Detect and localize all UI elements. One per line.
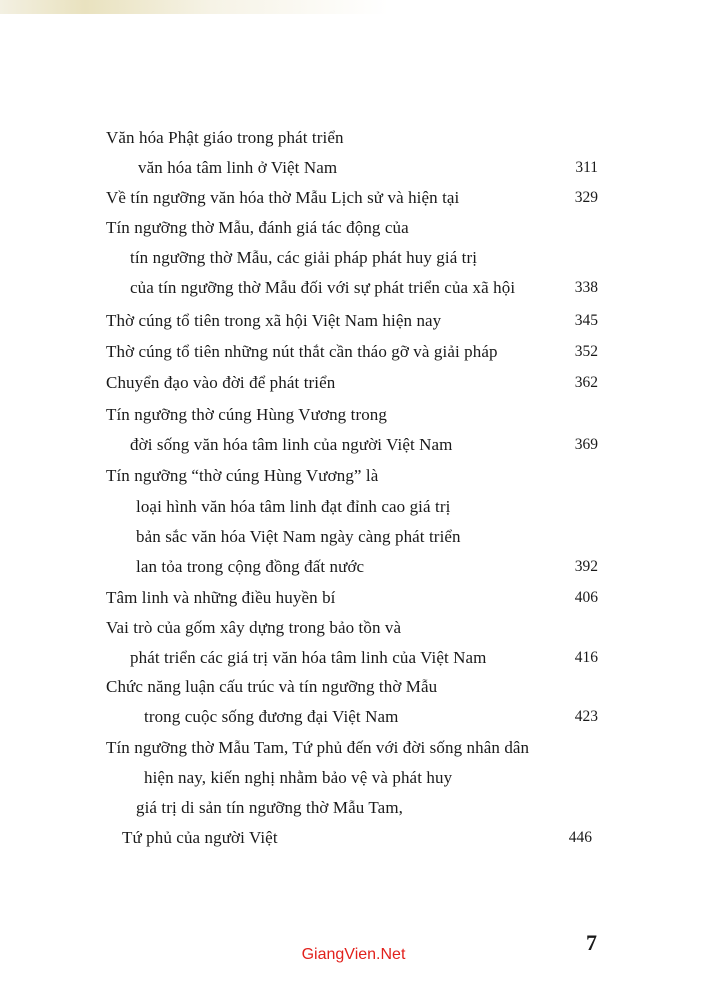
toc-page-number: 329 — [574, 189, 598, 206]
toc-page-number: 406 — [574, 589, 598, 606]
toc-entry-title-line: phát triển các giá trị văn hóa tâm linh của Việt Nam — [130, 648, 487, 667]
toc-entry-title-line: Tín ngưỡng “thờ cúng Hùng Vương” là — [106, 466, 379, 485]
toc-entry-title-line: của tín ngưỡng thờ Mẫu đối với sự phát triển của xã hội — [130, 278, 516, 297]
toc-entry-title-line: tín ngưỡng thờ Mẫu, các giải pháp phát huy giá trị — [130, 248, 478, 267]
toc-entry-title-line: Tín ngưỡng thờ Mẫu Tam, Tứ phủ đến với đời sống nhân dân — [106, 738, 530, 757]
toc-entry-title-line: trong cuộc sống đương đại Việt Nam — [144, 707, 399, 726]
toc-entry-title-line: loại hình văn hóa tâm linh đạt đỉnh cao giá trị — [136, 497, 451, 516]
toc-entry-title-line: Tín ngưỡng thờ Mẫu, đánh giá tác động của — [106, 218, 409, 237]
toc-entry-title-line: Thờ cúng tổ tiên những nút thắt cần tháo gỡ và giải pháp — [106, 342, 498, 361]
toc-entry-title-line: đời sống văn hóa tâm linh của người Việt Nam — [130, 435, 453, 454]
toc-entry-title-line: Tứ phủ của người Việt — [122, 828, 278, 847]
toc-page-number: 369 — [574, 436, 598, 453]
toc-entry-title-line: Tín ngưỡng thờ cúng Hùng Vương trong — [106, 405, 388, 424]
toc-entry-title-line: bản sắc văn hóa Việt Nam ngày càng phát triển — [136, 527, 461, 546]
watermark: GiangVien.Net — [301, 946, 406, 963]
toc-entry-title-line: hiện nay, kiến nghị nhằm bảo vệ và phát huy — [144, 768, 453, 787]
toc-entry-title-line: giá trị di sản tín ngưỡng thờ Mẫu Tam, — [136, 798, 403, 817]
toc-entry-title-line: Thờ cúng tổ tiên trong xã hội Việt Nam hiện nay — [106, 311, 442, 330]
toc-entry-title-line: Chức năng luận cấu trúc và tín ngưỡng thờ Mẫu — [106, 677, 438, 696]
toc-entry-title-line: Vai trò của gốm xây dựng trong bảo tồn và — [106, 618, 402, 637]
toc-entry-title-line: lan tỏa trong cộng đồng đất nước — [136, 557, 365, 576]
toc-page-number: 446 — [568, 829, 592, 846]
toc-entry-title-line: Văn hóa Phật giáo trong phát triển — [106, 128, 344, 147]
toc-entry-title-line: Tâm linh và những điều huyền bí — [106, 588, 336, 607]
toc-page-number: 423 — [574, 708, 598, 725]
toc-page-number: 416 — [574, 649, 598, 666]
toc-page-number: 311 — [575, 159, 598, 176]
toc-entry-title-line: Chuyển đạo vào đời để phát triển — [106, 373, 336, 392]
toc-page-number: 392 — [574, 558, 598, 575]
toc-page-number: 362 — [574, 374, 598, 391]
page-folio: 7 — [586, 930, 597, 955]
toc-page-number: 338 — [574, 279, 598, 296]
toc-page-number: 345 — [574, 312, 598, 329]
toc-entry-title-line: văn hóa tâm linh ở Việt Nam — [138, 158, 338, 177]
toc-entry-title-line: Về tín ngưỡng văn hóa thờ Mẫu Lịch sử và hiện tại — [106, 188, 460, 207]
toc-page-number: 352 — [574, 343, 598, 360]
